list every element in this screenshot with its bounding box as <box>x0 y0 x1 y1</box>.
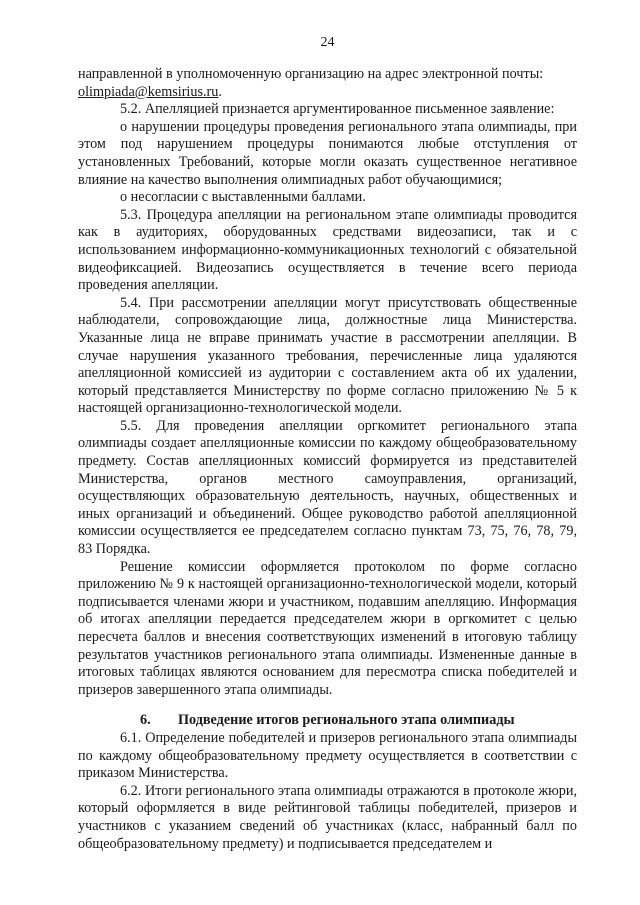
intro-text: направленной в уполномоченную организацию на адрес электронной почты: <box>78 66 544 82</box>
paragraph-5-5-decision: Решение комиссии оформляется протоколом по форме согласно приложению № 9 к настоящей организационно-технологической модели, который подписывается членами жюри и участником, подавшим апелляцию. Информация об итогах апелляции передается председателем жюри в оргкомитет с целью пересчета баллов и внесения соответствующих изменений в итоговую таблицу результатов участников регионального этапа олимпиады. Измененные данные в итоговых таблицах являются основанием для пересмотра списка победителей и призеров завершенного этапа олимпиады. <box>78 558 577 698</box>
paragraph-5-5: 5.5. Для проведения апелляции оргкомитет регионального этапа олимпиады создает апелляционные комиссии по каждому общеобразовательному предмету. Состав апелляционных комиссий формируется из представителей Министерства, органов местного самоуправления, организаций, осуществляющих образовательную деятельность, научных, общественных и иных организаций и объединений. Общее руководство работой апелляционной комиссии осуществляется ее председателем согласно пунктам 73, 75, 76, 78, 79, 83 Порядка. <box>78 417 577 558</box>
section-6-title: Подведение итогов регионального этапа олимпиады <box>178 712 515 729</box>
paragraph-5-2-item-2: о несогласии с выставленными баллами. <box>120 189 366 206</box>
email-suffix: . <box>218 83 222 100</box>
section-6-body <box>78 730 577 853</box>
paragraph-6-2: 6.2. Итоги регионального этапа олимпиады отражаются в протоколе жюри, который оформляется в виде рейтинговой таблицы победителей, призеров и участников с указанием сведений об участниках (класс, набранный балл по общеобразовательному предмету) и подписывается председателем и <box>78 782 577 852</box>
section-6-number: 6. <box>140 712 151 729</box>
paragraph-5-4: 5.4. При рассмотрении апелляции могут присутствовать общественные наблюдатели, сопровождающие лица, должностные лица Министерства. Указанные лица не вправе принимать участие в рассмотрении апелляции. В случае нарушения указанного требования, перечисленные лица удаляются апелляционной комиссией из аудитории с составлением акта об их удалении, который представляется Министерству по форме согласно приложению № 5 к настоящей организационно-технологической модели. <box>78 294 577 417</box>
paragraph-6-1: 6.1. Определение победителей и призеров регионального этапа олимпиады по каждому общеобразовательному предмету осуществляется в соответствии с приказом Министерства. <box>78 729 577 782</box>
paragraph-5-3: 5.3. Процедура апелляции на региональном этапе олимпиады проводится как в аудиториях, оборудованных средствами видеозаписи, так и с использованием информационно-коммуникационных технологий с обязательной видеофиксацией. Видеозапись осуществляется в течение всего периода проведения апелляции. <box>78 206 577 294</box>
paragraph-5-2: 5.2. Апелляцией признается аргументированное письменное заявление: <box>120 101 555 118</box>
page-number: 24 <box>320 35 335 50</box>
section-6-heading <box>78 712 577 730</box>
intro-paragraph <box>78 66 577 101</box>
paragraph-5-2-item-1: о нарушении процедуры проведения регионального этапа олимпиады, при этом под нарушением процедуры понимаются любые отступления от установленных Требований, которые могли оказать существенное негативное влияние на качество выполнения олимпиадных работ обучающимися; <box>78 118 577 188</box>
email-link[interactable]: olimpiada@kemsirius.ru <box>78 83 219 100</box>
section-5-continuation <box>78 66 577 699</box>
